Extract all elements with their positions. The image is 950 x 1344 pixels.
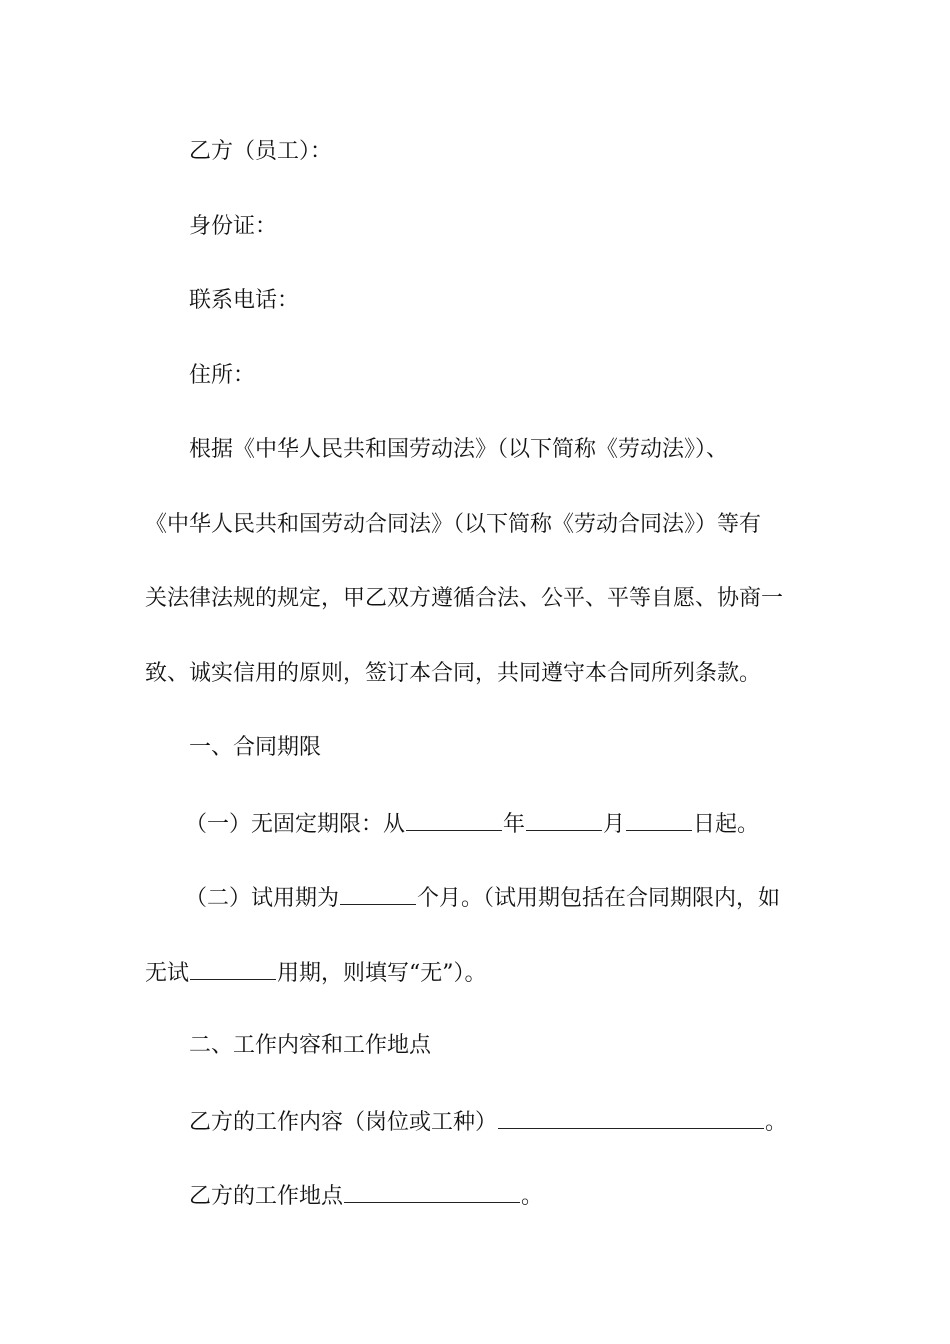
- term-item-2: [185, 882, 780, 914]
- address-label: 住所：: [189, 363, 256, 388]
- term-item-2-continued: [145, 957, 487, 989]
- month-label: 月: [603, 812, 626, 837]
- term-item-2-suffix: 个月。（试用期包括在合同期限内，如: [417, 886, 781, 911]
- term-item-2-prefix: （二）试用期为: [185, 886, 340, 911]
- probation-note-blank[interactable]: [190, 957, 276, 980]
- term-item-1-prefix: （一）无固定期限：从: [185, 812, 406, 837]
- probation-months-blank[interactable]: [340, 882, 416, 905]
- work-location-blank[interactable]: [344, 1180, 520, 1203]
- work-content-line: [189, 1106, 787, 1138]
- work-location-suffix: 。: [521, 1184, 544, 1209]
- preamble-line-4: 致、诚实信用的原则，签订本合同，共同遵守本合同所列条款。: [145, 661, 762, 686]
- preamble-line-2: 《中华人民共和国劳动合同法》（以下简称《劳动合同法》）等有: [145, 512, 762, 537]
- day-suffix: 日起。: [693, 812, 760, 837]
- month-blank[interactable]: [526, 808, 602, 831]
- term-item-1: [185, 808, 759, 840]
- day-blank[interactable]: [626, 808, 692, 831]
- work-location-line: [189, 1180, 543, 1212]
- work-content-blank[interactable]: [498, 1106, 764, 1129]
- preamble-line-1: 根据《中华人民共和国劳动法》（以下简称《劳动法》）、: [189, 437, 729, 462]
- work-content-prefix: 乙方的工作内容（岗位或工种）: [189, 1110, 498, 1135]
- section-2-heading: 二、工作内容和工作地点: [189, 1033, 432, 1058]
- term-item-2-cont-prefix: 无试: [145, 961, 190, 986]
- year-blank[interactable]: [406, 808, 502, 831]
- work-content-suffix: 。: [765, 1110, 788, 1135]
- section-1-heading: 一、合同期限: [189, 735, 322, 760]
- preamble-line-3: 关法律法规的规定，甲乙双方遵循合法、公平、平等自愿、协商一: [145, 586, 784, 611]
- party-b-label: 乙方（员工）：: [189, 139, 333, 164]
- year-label: 年: [503, 812, 526, 837]
- term-item-2-cont-suffix: 用期，则填写“无”）。: [277, 961, 487, 986]
- work-location-prefix: 乙方的工作地点: [189, 1184, 344, 1209]
- phone-label: 联系电话：: [189, 288, 300, 313]
- id-card-label: 身份证：: [189, 214, 278, 239]
